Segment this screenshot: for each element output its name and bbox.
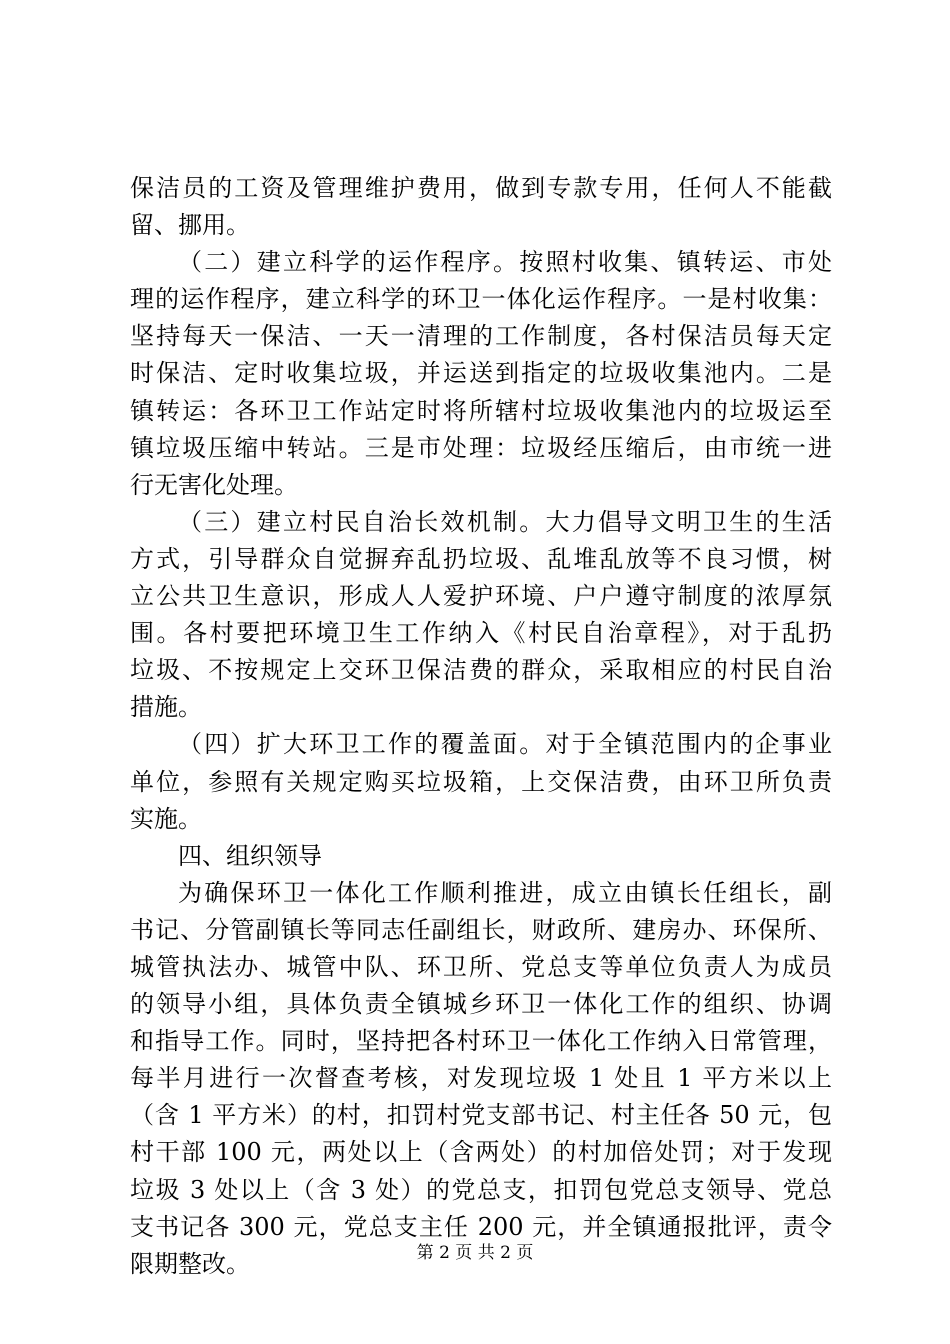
text-line: 行无害化处理。 <box>130 470 298 499</box>
text-line: 方式，引导群众自觉摒弃乱扔垃圾、乱堆乱放等不良习惯，树 <box>130 544 832 573</box>
text-line: 措施。 <box>130 693 202 722</box>
text-line: 的领导小组，具体负责全镇城乡环卫一体化工作的组织、协调 <box>130 990 832 1019</box>
text-line: 支书记各 300 元，党总支主任 200 元，并全镇通报批评，责令 <box>130 1212 832 1241</box>
text-line: 垃圾 3 处以上（含 3 处）的党总支，扣罚包党总支领导、党总 <box>130 1175 832 1204</box>
text-line: 立公共卫生意识，形成人人爱护环境、户户遵守制度的浓厚氛 <box>130 582 832 611</box>
text-line: 镇转运：各环卫工作站定时将所辖村垃圾收集池内的垃圾运至 <box>130 396 832 425</box>
text-line: （三）建立村民自治长效机制。大力倡导文明卫生的生活 <box>178 507 832 536</box>
text-line: （二）建立科学的运作程序。按照村收集、镇转运、市处 <box>178 248 832 277</box>
text-line: 垃圾、不按规定上交环卫保洁费的群众，采取相应的村民自治 <box>130 656 832 685</box>
text-line: 为确保环卫一体化工作顺利推进，成立由镇长任组长，副 <box>178 878 832 907</box>
text-line: 保洁员的工资及管理维护费用，做到专款专用，任何人不能截 <box>130 174 832 202</box>
text-line: （含 1 平方米）的村，扣罚村党支部书记、村主任各 50 元，包 <box>130 1101 832 1130</box>
text-line: 理的运作程序，建立科学的环卫一体化运作程序。一是村收集： <box>130 285 832 314</box>
text-line: 时保洁、定时收集垃圾，并运送到指定的垃圾收集池内。二是 <box>130 359 832 388</box>
text-line: 每半月进行一次督查考核，对发现垃圾 1 处且 1 平方米以上 <box>130 1064 832 1093</box>
text-line: 书记、分管副镇长等同志任副组长，财政所、建房办、环保所、 <box>130 915 832 944</box>
text-line: 围。各村要把环境卫生工作纳入《村民自治章程》，对于乱扔 <box>130 619 832 648</box>
text-line: 留、挪用。 <box>130 211 250 240</box>
text-line: 坚持每天一保洁、一天一清理的工作制度，各村保洁员每天定 <box>130 322 832 351</box>
text-line: 实施。 <box>130 804 202 833</box>
text-line: 城管执法办、城管中队、环卫所、党总支等单位负责人为成员 <box>130 952 832 981</box>
text-line: 镇垃圾压缩中转站。三是市处理：垃圾经压缩后，由市统一进 <box>130 433 832 462</box>
text-line: 和指导工作。同时，坚持把各村环卫一体化工作纳入日常管理， <box>130 1027 832 1056</box>
text-line: （四）扩大环卫工作的覆盖面。对于全镇范围内的企事业 <box>178 730 832 759</box>
text-line: 村干部 100 元，两处以上（含两处）的村加倍处罚；对于发现 <box>130 1138 832 1167</box>
text-line: 限期整改。 <box>130 1249 250 1278</box>
page-number-footer: 第 2 页 共 2 页 <box>416 1243 534 1263</box>
section-heading: 四、组织领导 <box>178 841 322 870</box>
document-body <box>130 170 832 1283</box>
text-line: 单位，参照有关规定购买垃圾箱，上交保洁费，由环卫所负责 <box>130 767 832 796</box>
